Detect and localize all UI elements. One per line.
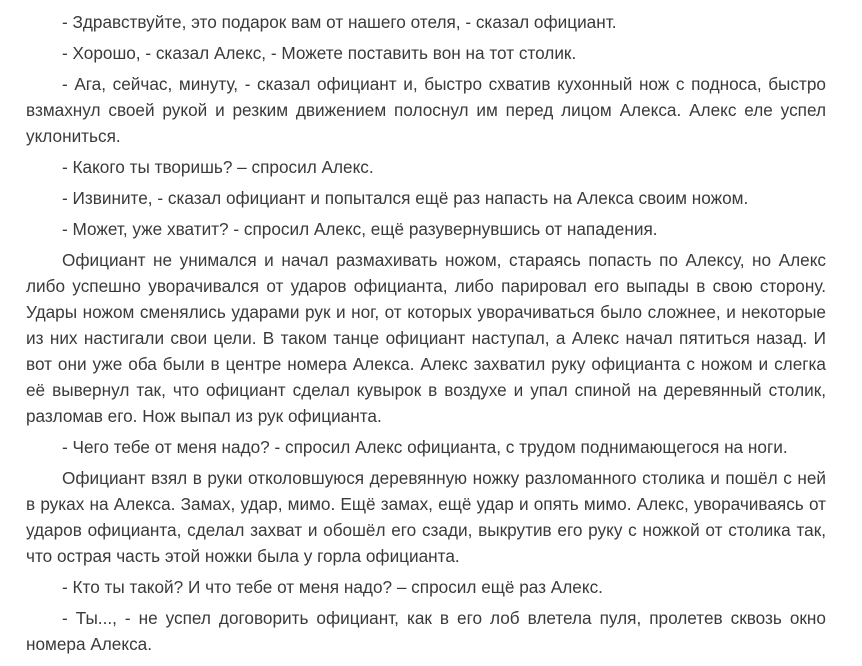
paragraph-10: - Кто ты такой? И что тебе от меня надо? – спросил ещё раз Алекс. [62, 577, 603, 597]
paragraph-1: - Здравствуйте, это подарок вам от нашего отеля, - сказал официант. [62, 12, 617, 32]
paragraph-8: - Чего тебе от меня надо? - спросил Алекс официанта, с трудом поднимающегося на ноги. [62, 437, 788, 457]
paragraph-5: - Извините, - сказал официант и попытался ещё раз напасть на Алекса своим ножом. [62, 188, 749, 208]
paragraph-11: - Ты..., - не успел договорить официант, как в его лоб влетела пуля, пролетев сквозь окно номера Алекса. [26, 608, 826, 654]
paragraph-4: - Какого ты творишь? – спросил Алекс. [62, 157, 374, 177]
paragraph-6: - Может, уже хватит? - спросил Алекс, ещё разувернувшись от нападения. [62, 219, 658, 239]
paragraph-2: - Хорошо, - сказал Алекс, - Можете поставить вон на тот столик. [62, 43, 577, 63]
paragraph-9: Официант взял в руки отколовшуюся деревянную ножку разломанного столика и пошёл с ней в руках на Алекса. Замах, удар, мимо. Ещё замах, ещё удар и опять мимо. Алекс, уворачиваясь от ударов официанта, сделал захват и обошёл его сзади, выкрутив его руку с ножкой от столика так, что острая часть этой ножки была у горла официанта. [26, 468, 826, 566]
document-page [26, 0, 826, 662]
paragraph-7: Официант не унимался и начал размахивать ножом, стараясь попасть по Алексу, но Алекс либо успешно уворачивался от ударов официанта, либо парировал его выпады в свою сторону. Удары ножом сменялись ударами рук и ног, от которых уворачиваться было сложнее, и некоторые из них настигали свои цели. В таком танце официант наступал, а Алекс начал пятиться назад. И вот они уже оба были в центре номера Алекса. Алекс захватил руку официанта с ножом и слегка её вывернул так, что официант сделал кувырок в воздухе и упал спиной на деревянный столик, разломав его. Нож выпал из рук официанта. [26, 250, 826, 426]
paragraph-3: - Ага, сейчас, минуту, - сказал официант и, быстро схватив кухонный нож с подноса, быстро взмахнул своей рукой и резким движением полоснул им перед лицом Алекса. Алекс еле успел уклониться. [26, 74, 826, 146]
